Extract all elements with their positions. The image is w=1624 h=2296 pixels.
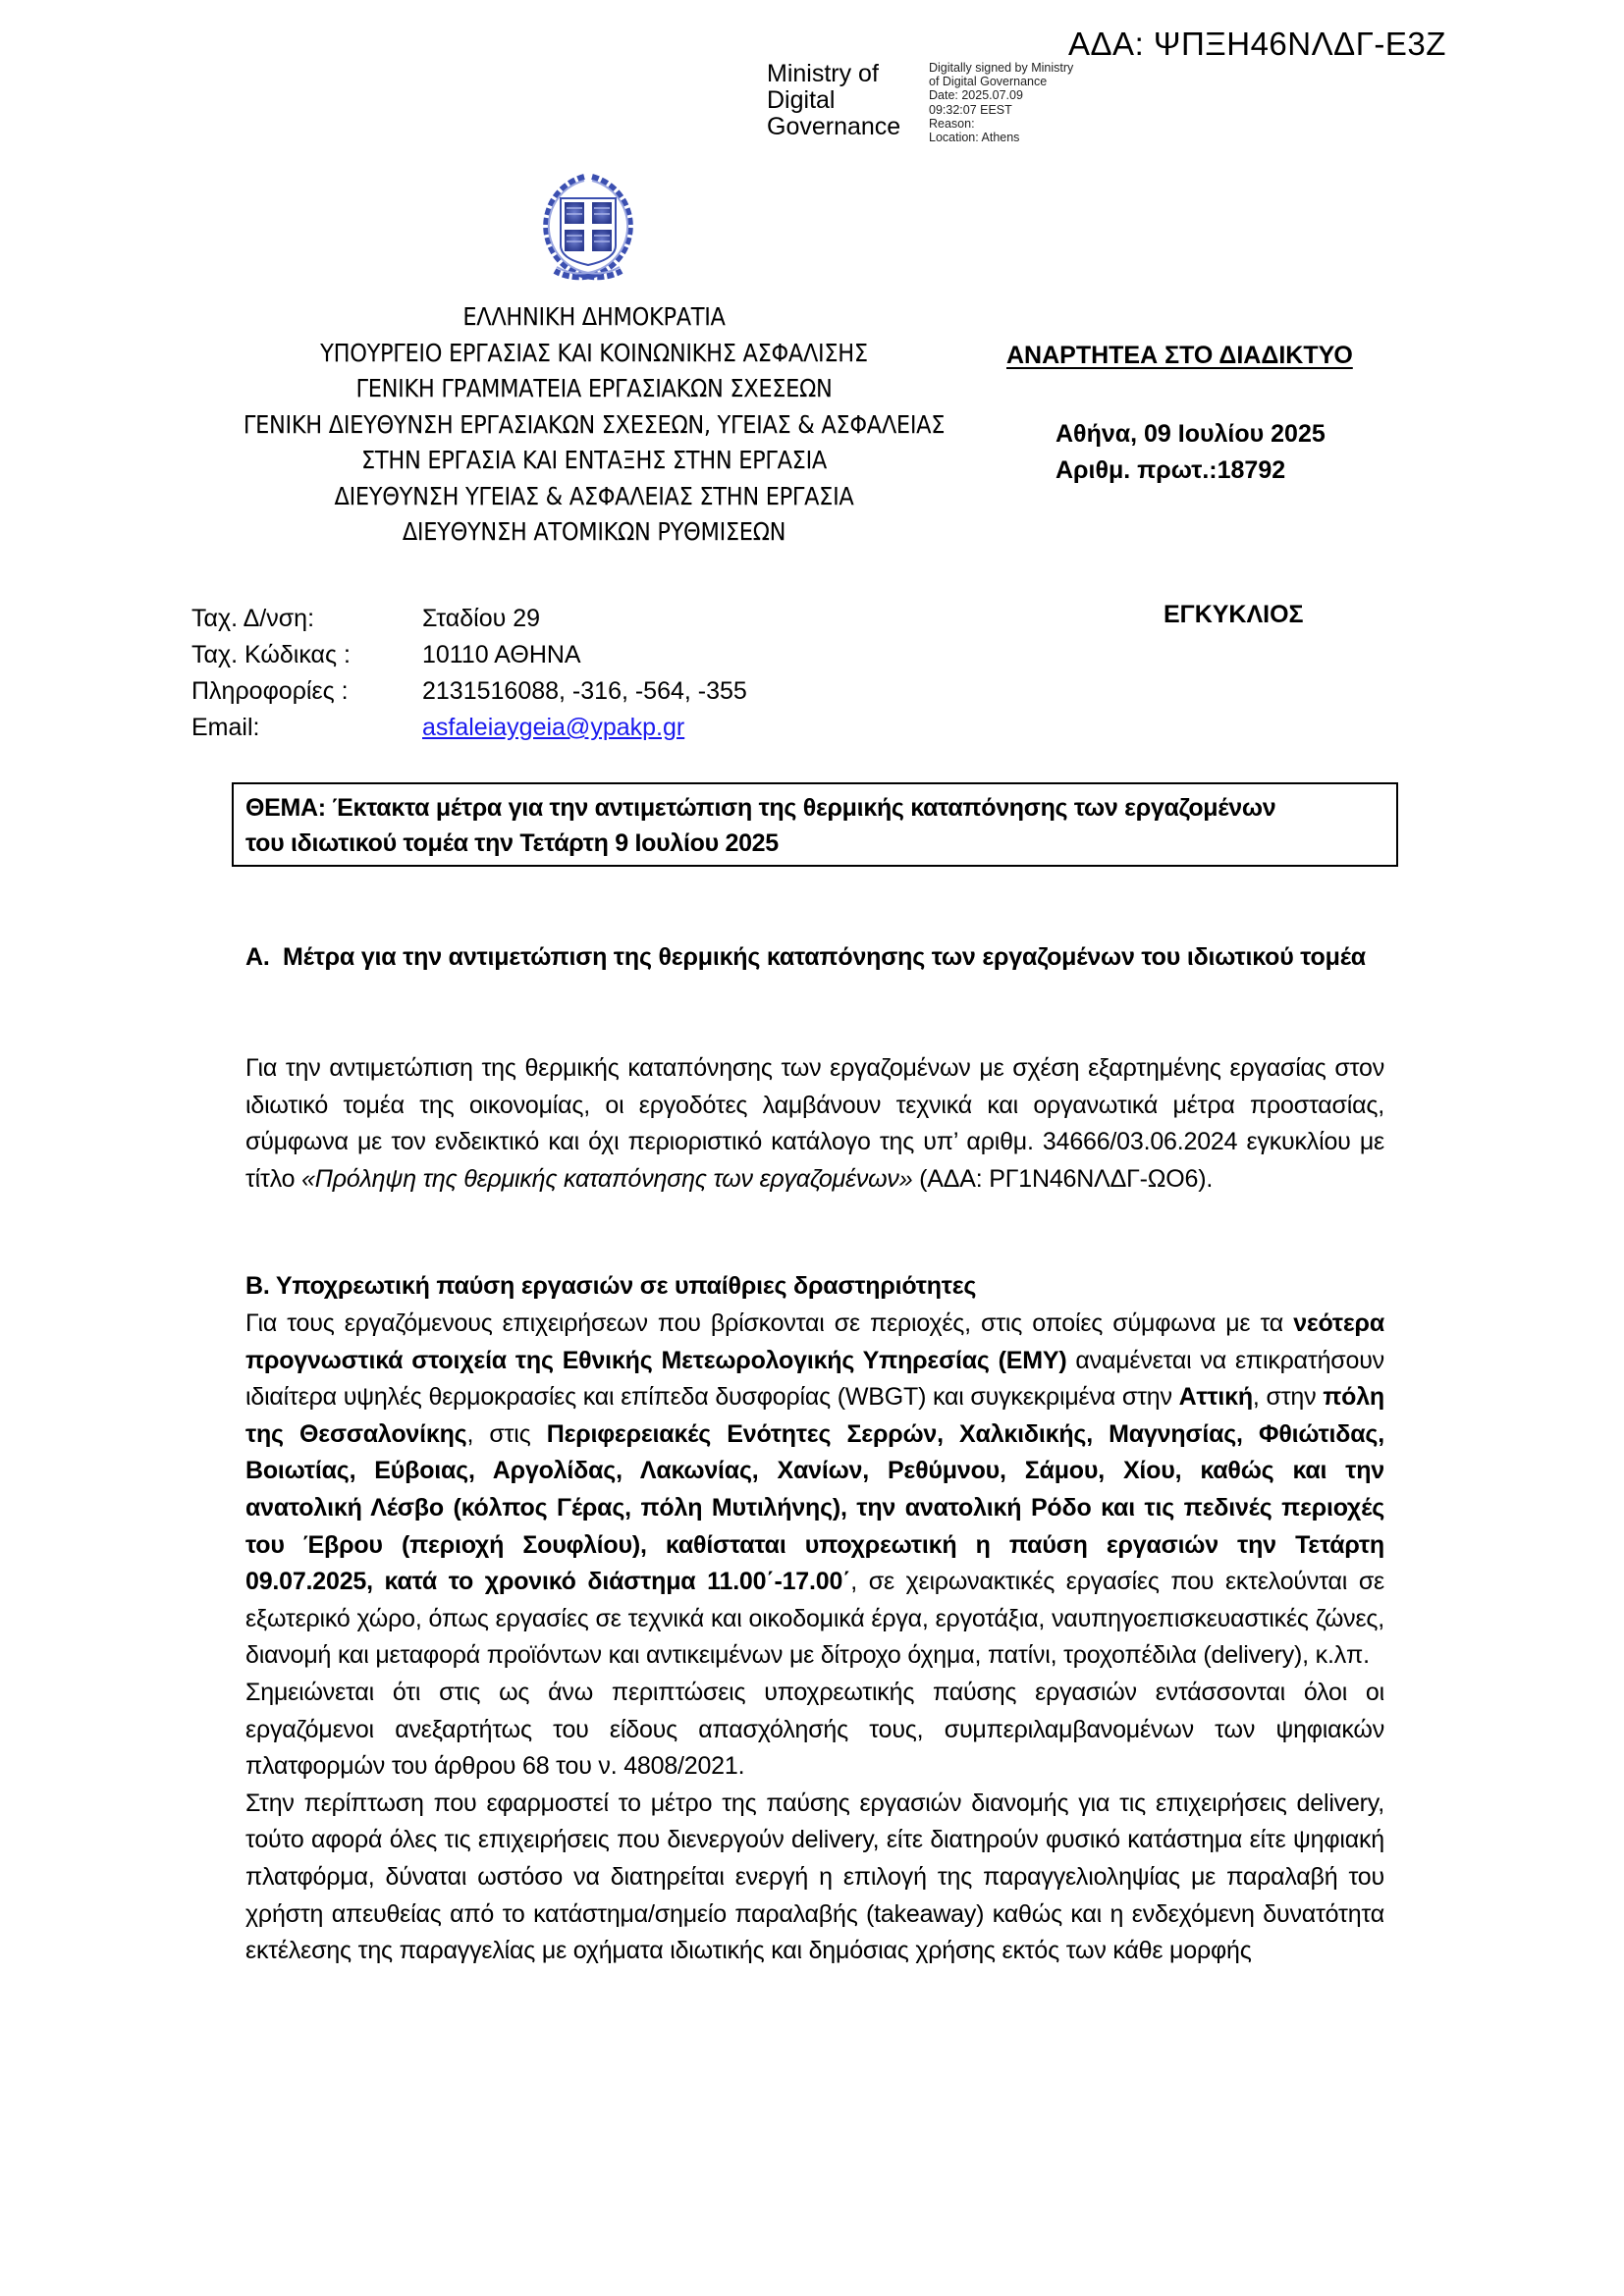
- contact-label: Ταχ. Κώδικας :: [191, 641, 351, 668]
- section-b-heading: Β. Υποχρεωτική παύση εργασιών σε υπαίθριες δραστηριότητες: [245, 1272, 977, 1300]
- emphasis-text: Αττική: [1178, 1383, 1253, 1412]
- section-number: Α.: [245, 943, 270, 971]
- contact-value: 10110 ΑΘΗΝΑ: [422, 641, 581, 668]
- posted-online-notice: ΑΝΑΡΤΗΤΕΑ ΣΤΟ ΔΙΑΔΙΚΤΥΟ: [1006, 342, 1353, 369]
- signature-org-line: Ministry of: [767, 60, 879, 87]
- header-line: ΣΤΗΝ ΕΡΓΑΣΙΑ ΚΑΙ ΕΝΤΑΞΗΣ ΣΤΗΝ ΕΡΓΑΣΙΑ: [361, 446, 827, 474]
- digital-signature-details: [929, 61, 1073, 144]
- section-b-body: [245, 1306, 1384, 1970]
- signature-detail: of Digital Governance: [929, 75, 1048, 89]
- contact-details: [191, 601, 747, 746]
- paragraph-text: , σε χειρωνακτικές εργασίες που εκτελούνται σε εξωτερικό χώρο, όπως εργασίες σε τεχνικά και οικοδομικά έργα, εργοτάξια, ναυπηγοεπισκευαστικές ζώνες, διανομή και μεταφορά προϊόντων και αντικειμένων με δίτροχο όχημα, πατίνι, τροχοπέδιλα (delivery), κ.λπ.: [245, 1568, 1384, 1670]
- contact-label: Ταχ. Δ/νση:: [191, 605, 315, 632]
- paragraph-text: αναμένεται να επικρατήσουν ιδιαίτερα υψηλές θερμοκρασίες και επίπεδα δυσφορίας (WBGT) και συγκεκριμένα στην: [245, 1346, 1384, 1412]
- signature-detail: Reason:: [929, 116, 975, 131]
- paragraph-text: , στις: [466, 1419, 547, 1448]
- contact-value: Σταδίου 29: [422, 605, 541, 632]
- signature-org-line: Governance: [767, 113, 901, 140]
- header-line: ΓΕΝΙΚΗ ΔΙΕΥΘΥΝΣΗ ΕΡΓΑΣΙΑΚΩΝ ΣΧΕΣΕΩΝ, ΥΓΕΙΑΣ & ΑΣΦΑΛΕΙΑΣ: [243, 409, 946, 439]
- signature-detail: Digitally signed by Ministry: [929, 61, 1074, 75]
- signature-org-line: Digital: [767, 86, 836, 114]
- document-type: ΕΓΚΥΚΛΙΟΣ: [1164, 601, 1304, 628]
- contact-value: 2131516088, -316, -564, -355: [422, 677, 747, 705]
- emphasis-text: Περιφερειακές Ενότητες Σερρών, Χαλκιδικής, Μαγνησίας, Φθιώτιδας, Βοιωτίας, Εύβοιας, Αργολίδας, Λακωνίας, Χανίων, Ρεθύμνου, Σάμου, Χίου, καθώς και την ανατολική Λέσβο (κόλπος Γέρας, πόλη Μυτιλήνης), την ανατολική Ρόδο και τις πεδινές περιοχές του Έβρου (περιοχή Σουφλίου), καθίσταται υποχρεωτική η παύση εργασιών την Τετάρτη 09.07.2025, κατά το χρονικό διάστημα 11.00΄-17.00΄: [245, 1419, 1384, 1596]
- contact-row-phone: [191, 673, 747, 710]
- contact-row-postcode: [191, 637, 747, 673]
- contact-row-email: [191, 710, 747, 746]
- date-protocol-block: [1056, 416, 1326, 489]
- paragraph-text: Για τους εργαζόμενους επιχειρήσεων που βρίσκονται σε περιοχές, στις οποίες σύμφωνα με τα: [245, 1309, 1294, 1337]
- paragraph-text: Για την αντιμετώπιση της θερμικής καταπόνησης των εργαζομένων με σχέση εξαρτημένης εργασίας στον ιδιωτικό τομέα της οικονομίας, οι εργοδότες λαμβάνουν τεχνικά και οργανωτικά μέτρα προστασίας, σύμφωνα με τον ενδεικτικό και όχι περιοριστικό κατάλογο της υπ’ αριθμ. 34666/03.06.2024 εγκυκλίου με τίτλο: [245, 1054, 1384, 1193]
- signature-detail: Location: Athens: [929, 131, 1020, 145]
- email-link[interactable]: asfaleiaygeia@ypakp.gr: [422, 714, 685, 741]
- signature-organization: [767, 61, 900, 140]
- header-line: ΓΕΝΙΚΗ ΓΡΑΜΜΑΤΕΙΑ ΕΡΓΑΣΙΑΚΩΝ ΣΧΕΣΕΩΝ: [355, 374, 833, 402]
- paragraph-text: (ΑΔΑ: ΡΓ1Ν46ΝΛΔΓ-ΩΟ6).: [912, 1164, 1214, 1193]
- section-a-paragraph: [245, 1050, 1384, 1198]
- subject-line: ΘΕΜΑ: Έκτακτα μέτρα για την αντιμετώπιση της θερμικής καταπόνησης των εργαζομένων: [245, 794, 1276, 822]
- section-title: Μέτρα για την αντιμετώπιση της θερμικής καταπόνησης των εργαζομένων του ιδιωτικού τομέα: [283, 943, 1366, 971]
- greek-coat-of-arms-icon: [525, 169, 651, 289]
- emphasis-text: νεότερα προγνωστικά στοιχεία της Εθνικής Μετεωρολογικής Υπηρεσίας (ΕΜΥ): [245, 1309, 1384, 1374]
- ada-code: ΑΔΑ: ΨΠΞΗ46ΝΛΔΓ-Ε3Ζ: [1068, 26, 1446, 62]
- section-b-paragraph-3: Στην περίπτωση που εφαρμοστεί το μέτρο της παύσης εργασιών διανομής για τις επιχειρήσεις delivery, τούτο αφορά όλες τις επιχειρήσεις που διενεργούν delivery, είτε διατηρούν φυσικό κατάστημα είτε ψηφιακή πλατφόρμα, δύναται ωστόσο να διατηρείται ενεργή η επιλογή της παραγγελιοληψίας με παραλαβή του χρήστη απευθείας από το κατάστημα/σημείο παραλαβής (takeaway) καθώς και η ενδεχόμενη δυνατότητα εκτέλεσης της παραγγελίας με οχήματα ιδιωτικής και δημόσιας χρήσης εκτός των κάθε μορφής: [245, 1789, 1384, 1965]
- subject-line: του ιδιωτικού τομέα την Τετάρτη 9 Ιουλίου 2025: [245, 829, 779, 857]
- protocol-number: Αριθμ. πρωτ.:18792: [1056, 456, 1286, 484]
- header-line: ΥΠΟΥΡΓΕΙΟ ΕΡΓΑΣΙΑΣ ΚΑΙ ΚΟΙΝΩΝΙΚΗΣ ΑΣΦΑΛΙΣΗΣ: [320, 338, 868, 367]
- subject-box: [232, 782, 1398, 867]
- emphasis-text: πόλη της Θεσσαλονίκης: [245, 1383, 1385, 1448]
- place-date: Αθήνα, 09 Ιουλίου 2025: [1056, 420, 1326, 448]
- section-b-paragraph-1: [245, 1306, 1384, 1675]
- section-b-paragraph-2: Σημειώνεται ότι στις ως άνω περιπτώσεις υποχρεωτικής παύσης εργασιών εντάσσονται όλοι οι εργαζόμενοι ανεξαρτήτως του είδους απασχόλησής τους, συμπεριλαμβανομένων των ψηφιακών πλατφορμών του άρθρου 68 του ν. 4808/2021.: [245, 1678, 1384, 1781]
- circular-title: «Πρόληψη της θερμικής καταπόνησης των εργαζομένων»: [301, 1164, 913, 1193]
- issuing-authority-header: [187, 299, 1001, 551]
- section-a-heading: [245, 939, 1384, 977]
- header-line: ΔΙΕΥΘΥΝΣΗ ΑΤΟΜΙΚΩΝ ΡΥΘΜΙΣΕΩΝ: [402, 517, 786, 546]
- contact-row-address: [191, 601, 747, 637]
- header-line: ΕΛΛΗΝΙΚΗ ΔΗΜΟΚΡΑΤΙΑ: [462, 302, 726, 331]
- header-line: ΔΙΕΥΘΥΝΣΗ ΥΓΕΙΑΣ & ΑΣΦΑΛΕΙΑΣ ΣΤΗΝ ΕΡΓΑΣΙΑ: [334, 481, 854, 510]
- signature-detail: Date: 2025.07.09: [929, 88, 1023, 103]
- paragraph-text: , στην: [1252, 1383, 1324, 1412]
- signature-detail: 09:32:07 EEST: [929, 102, 1012, 117]
- contact-label: Πληροφορίες :: [191, 677, 349, 705]
- contact-label: Email:: [191, 714, 260, 741]
